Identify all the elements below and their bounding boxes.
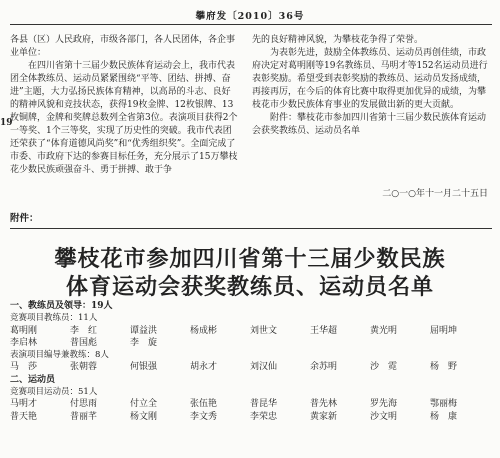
person-name: 普昆华 — [250, 399, 278, 410]
person-name: 马 莎 — [10, 362, 38, 373]
award-list — [10, 300, 490, 423]
person-name: 谭益洪 — [130, 325, 158, 336]
person-name: 鄂丽梅 — [430, 399, 458, 410]
name-row — [10, 325, 490, 337]
salutation: 各县（区）人民政府，市级各部门，各人民团体，各企事业单位： — [10, 35, 236, 58]
left-column — [10, 34, 238, 177]
left-body-text: 在四川省第十三届少数民族体育运动会上，我市代表团全体教练员、运动员紧紧围绕“平等、团结、拼搏、奋进”主题，大力弘扬民族体育精神，以高昂的斗志、良好的精神风貌和竞技状态，获得19枚金牌、12枚银牌、13枚铜牌，金牌和奖牌总数列全省第3位。表演项目获得2个一等奖、1个三等奖，实现了历史性的突破。我市代表团还荣获了“体育道德风尚奖”和“优秀组织奖”。全面完成了市委、市政府下达的参赛目标任务，充分展示了15万攀枝花少数民族顽强奋斗、勇于拼搏、敢于争 — [10, 61, 238, 175]
list-title-line1: 攀枝花市参加四川省第十三届少数民族 — [54, 247, 446, 272]
attachment-rule — [10, 228, 492, 229]
issue-date: 二○一○年十一月二十五日 — [382, 189, 488, 199]
person-name: 付立全 — [130, 399, 158, 410]
person-name: 李 旋 — [130, 337, 158, 348]
person-name: 屈明坤 — [430, 325, 458, 336]
person-name: 葛明刚 — [10, 325, 38, 336]
header-rule — [10, 24, 492, 25]
right-body-text: 为表彰先进，鼓励全体教练员、运动员再创佳绩，市政府决定对葛明刚等19名教练员、马明才等152名运动员进行表彰奖励。希望受到表彰奖励的教练员、运动员发扬成绩，再接再厉，在今后的体育比赛中取得更加优异的成绩，为攀枝花市少数民族体育事业的发展做出新的更大贡献。 — [252, 48, 488, 110]
person-name: 胡永才 — [190, 362, 218, 373]
name-row — [10, 398, 490, 410]
person-name: 杨文刚 — [130, 411, 158, 422]
person-name: 付思雨 — [70, 399, 98, 410]
section-athletes: 二、运动员 — [10, 374, 56, 385]
attachment-note: 附件：攀枝花市参加四川省第十三届少数民族体育运动会获奖教练员、运动员名单 — [252, 113, 487, 136]
person-name: 张朝蓉 — [70, 362, 98, 373]
person-name: 余苏明 — [310, 362, 338, 373]
person-name: 杨 野 — [430, 362, 458, 373]
section-coaches: 一、教练员及领导：19人 — [10, 301, 113, 311]
doc-number-header: 攀府发〔2010〕36号 — [195, 11, 305, 22]
person-name: 罗先海 — [370, 399, 398, 410]
person-name: 普丽芊 — [70, 411, 98, 422]
person-name: 何银强 — [130, 362, 158, 373]
person-name: 杨成彬 — [190, 325, 218, 336]
person-name: 沙 霓 — [370, 362, 398, 373]
person-name: 刘世文 — [250, 325, 278, 336]
person-name: 王华超 — [310, 325, 338, 336]
person-name: 马明才 — [10, 399, 38, 410]
margin-number: 19 — [0, 118, 13, 128]
name-row — [10, 337, 490, 349]
person-name: 张伍艳 — [190, 399, 218, 410]
subsection-competition-coaches: 竞赛项目教练员：11人 — [10, 313, 98, 324]
person-name: 李文秀 — [190, 411, 218, 422]
name-row — [10, 411, 490, 423]
person-name: 普天艳 — [10, 411, 38, 422]
person-name: 普先林 — [310, 399, 338, 410]
person-name: 黄家新 — [310, 411, 338, 422]
person-name: 李 红 — [70, 325, 98, 336]
name-row — [10, 361, 490, 373]
person-name: 杨 康 — [430, 411, 458, 422]
person-name: 普国彪 — [70, 337, 98, 348]
person-name: 沙文明 — [370, 411, 398, 422]
person-name: 李荣忠 — [250, 411, 278, 422]
subsection-competition-athletes: 竞赛项目运动员：51人 — [10, 387, 98, 398]
person-name: 李启林 — [10, 337, 38, 348]
person-name: 刘汉仙 — [250, 362, 278, 373]
right-column — [252, 34, 492, 138]
right-body-start: 先的良好精神风貌，为攀枝花争得了荣誉。 — [252, 35, 424, 45]
attachment-label: 附件： — [10, 213, 39, 224]
person-name: 黄光明 — [370, 325, 398, 336]
subsection-performance-coaches: 表演项目编导兼教练：8人 — [10, 350, 109, 361]
list-title-line2: 体育运动会获奖教练员、运动员名单 — [65, 275, 434, 300]
